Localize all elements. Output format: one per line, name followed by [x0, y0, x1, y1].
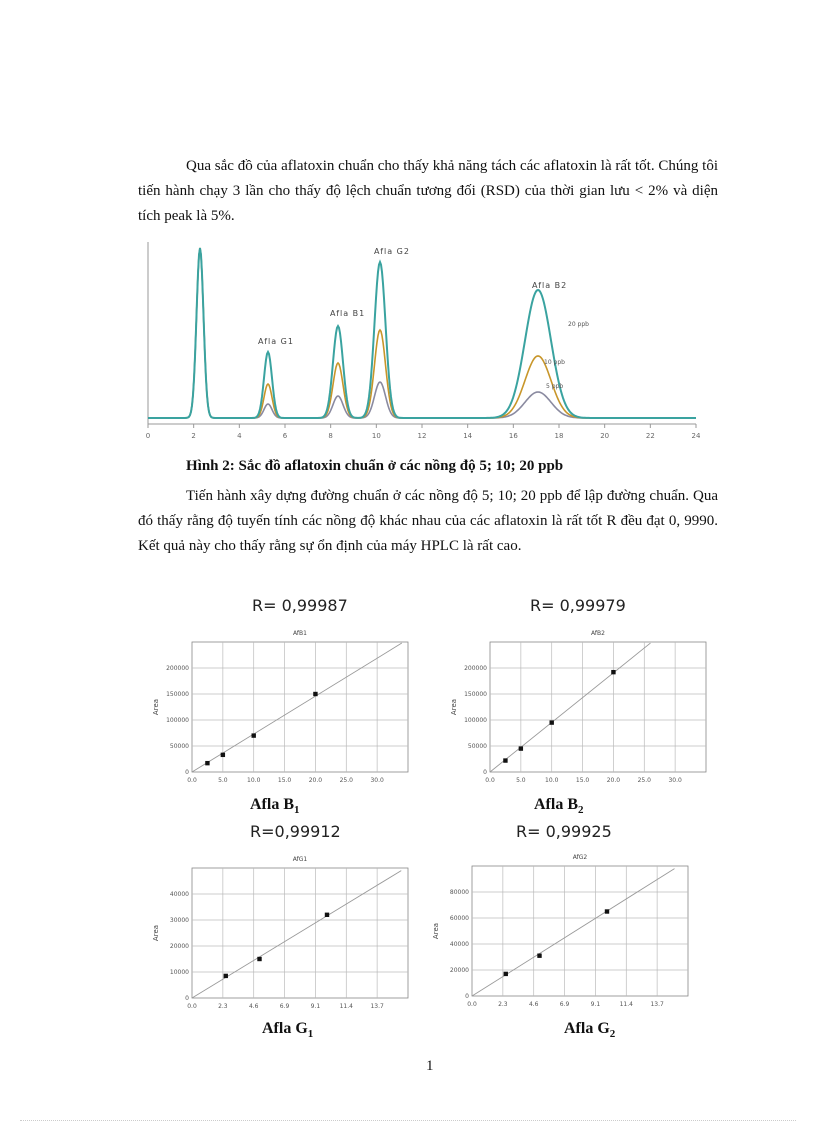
- y-tick-label: 60000: [449, 915, 469, 922]
- x-tick-label: 2.3: [218, 1003, 228, 1010]
- x-tick-label: 11.4: [339, 1003, 353, 1010]
- chrom-x-tick-label: 20: [600, 432, 610, 440]
- calibration-chart-afg2: [426, 848, 696, 1018]
- x-tick-label: 6.9: [559, 1001, 570, 1008]
- calibration-chart-afb2: [444, 624, 714, 794]
- y-tick-label: 0: [185, 995, 189, 1002]
- y-tick-label: 20000: [169, 943, 189, 950]
- chart-name-subscript: 2: [609, 1028, 616, 1041]
- footer-divider: [20, 1120, 796, 1121]
- chart-title: AfB2: [591, 630, 605, 637]
- plot-frame: [472, 866, 688, 996]
- x-tick-label: 15.0: [575, 777, 590, 784]
- chart-name-subscript: 1: [307, 1028, 314, 1041]
- chrom-x-tick-label: 2: [191, 432, 196, 440]
- trace-5ppb: [148, 248, 696, 418]
- page-number: 1: [426, 1058, 434, 1074]
- data-point: [537, 954, 541, 958]
- x-tick-label: 25.0: [339, 777, 353, 784]
- concentration-label: 5 ppb: [546, 383, 564, 390]
- chrom-x-tick-label: 14: [463, 432, 473, 440]
- x-tick-label: 25.0: [637, 777, 651, 784]
- y-tick-label: 200000: [464, 665, 487, 672]
- x-tick-label: 13.7: [370, 1003, 384, 1010]
- x-tick-label: 0.0: [485, 777, 495, 784]
- peak-label: Afla B1: [330, 309, 366, 318]
- chart-name-afb2: [534, 796, 584, 816]
- y-tick-label: 0: [483, 769, 487, 776]
- peak-label: Afla G1: [258, 337, 294, 346]
- chart-title: AfG1: [292, 856, 308, 863]
- y-tick-label: 40000: [169, 891, 189, 898]
- plot-frame: [490, 642, 706, 772]
- chart-name-main: Afla G: [262, 1020, 308, 1037]
- y-axis-label: Area: [450, 698, 458, 716]
- y-tick-label: 100000: [464, 717, 487, 724]
- trace-20ppb: [148, 248, 696, 418]
- data-point: [605, 909, 609, 913]
- x-tick-label: 4.6: [248, 1003, 259, 1010]
- data-point: [205, 761, 209, 765]
- chromatogram: [140, 238, 700, 444]
- y-tick-label: 200000: [166, 665, 189, 672]
- trace-10ppb: [148, 248, 696, 418]
- x-tick-label: 5.0: [516, 777, 526, 784]
- data-point: [224, 974, 228, 978]
- x-tick-label: 6.9: [279, 1003, 290, 1010]
- chrom-x-tick-label: 10: [371, 432, 381, 440]
- data-point: [504, 972, 508, 976]
- chrom-x-tick-label: 12: [417, 432, 427, 440]
- y-tick-label: 30000: [169, 917, 189, 924]
- data-point: [550, 720, 554, 724]
- chrom-x-tick-label: 16: [508, 432, 518, 440]
- calibration-chart-afg1: [146, 850, 416, 1020]
- chart-name-subscript: 1: [294, 804, 300, 817]
- y-tick-label: 0: [465, 993, 469, 1000]
- chrom-x-tick-label: 0: [145, 432, 151, 440]
- chrom-x-tick-label: 24: [691, 432, 700, 440]
- x-tick-label: 11.4: [619, 1001, 633, 1008]
- x-tick-label: 15.0: [277, 777, 292, 784]
- x-tick-label: 10.0: [247, 777, 261, 784]
- data-point: [252, 733, 256, 737]
- x-tick-label: 9.1: [310, 1003, 321, 1010]
- x-tick-label: 0.0: [467, 1001, 477, 1008]
- data-point: [519, 746, 523, 750]
- chart-name-main: Afla B: [534, 796, 578, 813]
- y-axis-label: Area: [152, 698, 160, 716]
- x-tick-label: 5.0: [218, 777, 228, 784]
- x-tick-label: 2.3: [498, 1001, 508, 1008]
- chart-title: AfB1: [293, 630, 307, 637]
- r-value-afg1: R=0,99912: [250, 822, 341, 841]
- chart-name-subscript: 2: [578, 804, 584, 817]
- calibration-chart-afb1: [146, 624, 416, 794]
- chrom-x-tick-label: 8: [328, 432, 333, 440]
- y-tick-label: 50000: [169, 743, 189, 750]
- peak-label: Afla G2: [374, 247, 410, 256]
- concentration-label: 20 ppb: [568, 321, 589, 328]
- data-point: [611, 670, 615, 674]
- chart-name-afg2: [564, 1020, 615, 1040]
- y-tick-label: 150000: [464, 691, 487, 698]
- chrom-x-tick-label: 6: [282, 432, 288, 440]
- y-tick-label: 50000: [467, 743, 487, 750]
- chrom-x-tick-label: 18: [554, 432, 564, 440]
- r-value-afg2: R= 0,99925: [516, 822, 612, 841]
- y-tick-label: 100000: [166, 717, 189, 724]
- concentration-label: 10 ppb: [544, 359, 565, 366]
- y-tick-label: 20000: [449, 967, 469, 974]
- data-point: [221, 753, 225, 757]
- peak-label: Afla B2: [532, 281, 568, 290]
- data-point: [503, 758, 507, 762]
- y-tick-label: 150000: [166, 691, 189, 698]
- y-tick-label: 80000: [449, 889, 469, 896]
- chart-name-afb1: [250, 796, 300, 816]
- data-point: [313, 692, 317, 696]
- figure-caption: Hình 2: Sắc đồ aflatoxin chuẩn ở các nồng độ 5; 10; 20 ppb: [186, 458, 564, 474]
- x-tick-label: 20.0: [606, 777, 621, 784]
- chart-name-main: Afla G: [564, 1020, 610, 1037]
- chrom-x-tick-label: 22: [645, 432, 655, 440]
- y-axis-label: Area: [432, 922, 440, 940]
- r-value-afb1: R= 0,99987: [252, 596, 348, 615]
- chart-name-afg1: [262, 1020, 313, 1040]
- chrom-x-tick-label: 4: [237, 432, 242, 440]
- y-tick-label: 10000: [169, 969, 189, 976]
- x-tick-label: 30.0: [668, 777, 682, 784]
- x-tick-label: 30.0: [370, 777, 384, 784]
- data-point: [325, 913, 329, 917]
- x-tick-label: 13.7: [650, 1001, 664, 1008]
- calibration-paragraph: Tiến hành xây dựng đường chuẩn ở các nồng độ 5; 10; 20 ppb để lập đường chuẩn. Qua đó thấy rằng độ tuyến tính các nồng độ khác nhau của các aflatoxin là rất tốt R đều đạt 0, 9990. Kết quả này cho thấy rằng sự ổn định của máy HPLC là rất cao.: [138, 488, 718, 554]
- y-axis-label: Area: [152, 924, 160, 942]
- x-tick-label: 4.6: [528, 1001, 539, 1008]
- x-tick-label: 9.1: [590, 1001, 601, 1008]
- r-value-afb2: R= 0,99979: [530, 596, 626, 615]
- x-tick-label: 0.0: [187, 777, 197, 784]
- x-tick-label: 20.0: [308, 777, 323, 784]
- data-point: [257, 957, 261, 961]
- x-tick-label: 0.0: [187, 1003, 197, 1010]
- chart-title: AfG2: [572, 854, 588, 861]
- x-tick-label: 10.0: [545, 777, 559, 784]
- chart-name-main: Afla B: [250, 796, 294, 813]
- y-tick-label: 40000: [449, 941, 469, 948]
- intro-paragraph: Qua sắc đồ của aflatoxin chuẩn cho thấy khả năng tách các aflatoxin là rất tốt. Chúng tôi tiến hành chạy 3 lần cho thấy độ lệch chuẩn tương đối (RSD) của thời gian lưu < 2% và diện tích peak là 5%.: [138, 158, 718, 224]
- y-tick-label: 0: [185, 769, 189, 776]
